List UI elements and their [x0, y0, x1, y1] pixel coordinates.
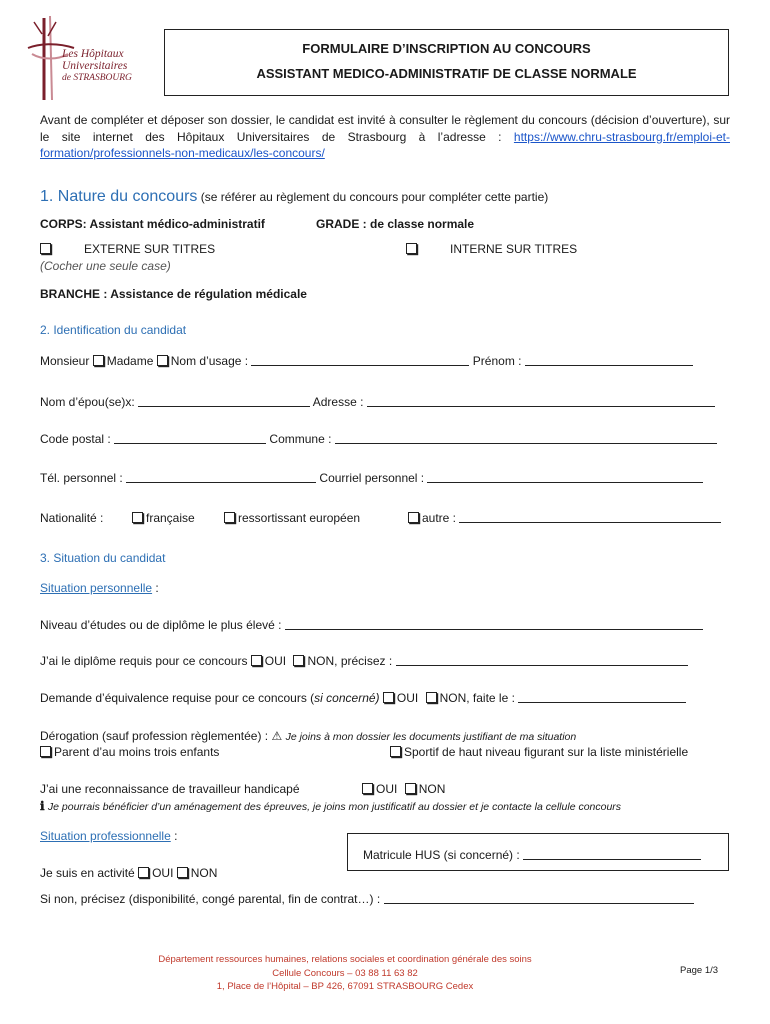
cocher-note: (Cocher une seule case): [40, 259, 171, 273]
section1-hint: (se référer au règlement du concours pour compléter cette partie): [197, 190, 549, 204]
autre-option: [408, 511, 721, 525]
externe-option[interactable]: [40, 242, 215, 256]
section3-title: 3. Situation du candidat: [40, 551, 166, 565]
interne-option[interactable]: [406, 242, 577, 256]
parent-checkbox[interactable]: [40, 746, 51, 757]
courriel-label: Courriel personnel :: [319, 471, 425, 485]
situation-pro-heading: [40, 829, 177, 843]
nom-usage-field[interactable]: [251, 354, 469, 366]
francaise-label: française: [146, 511, 195, 525]
activite-label: Je suis en activité: [40, 866, 135, 880]
activite-row: [40, 866, 217, 880]
diplome-non-label: NON, précisez :: [307, 654, 393, 668]
handicape-non-label: NON: [418, 782, 446, 796]
handicape-note: Je pourrais bénéficier d’un aménagement des épreuves, je joins mon justificatif au dossier et je contacte la cellule concours: [47, 801, 622, 813]
prenom-label: Prénom :: [472, 354, 522, 368]
ressortissant-option[interactable]: [224, 511, 360, 525]
section1-heading: [40, 188, 548, 206]
intro-paragraph: [40, 112, 730, 162]
logo-text: [62, 48, 132, 84]
activite-non-checkbox[interactable]: [177, 867, 188, 878]
handicape-label: J’ai une reconnaissance de travailleur handicapé: [40, 782, 300, 796]
code-postal-row: [40, 432, 717, 446]
nom-epoux-label: Nom d’épou(se)x:: [40, 395, 135, 409]
situation-pro-label: Situation professionnelle: [40, 829, 171, 843]
footer-line-3: 1, Place de l’Hôpital – BP 426, 67091 STRASBOURG Cedex: [216, 981, 474, 992]
footer-line-2: Cellule Concours – 03 88 11 63 82: [272, 967, 418, 979]
si-non-field[interactable]: [384, 892, 694, 904]
logo-line-1: Les Hôpitaux: [62, 48, 124, 60]
form-title-line-2: ASSISTANT MEDICO-ADMINISTRATIF DE CLASSE NORMALE: [256, 66, 637, 81]
matricule-box: [347, 833, 729, 871]
interne-checkbox[interactable]: [406, 243, 417, 254]
warning-icon: ⚠: [271, 729, 283, 743]
rules-link[interactable]: https://www.chru-strasbourg.fr/emploi-et-formation/professionnels-non-medicaux/les-concours/: [40, 129, 730, 160]
diplome-row: [40, 654, 688, 668]
matricule-label: Matricule HUS (si concerné) :: [363, 848, 520, 862]
niveau-label: Niveau d’études ou de diplôme le plus élevé :: [40, 618, 282, 632]
tel-field[interactable]: [126, 471, 316, 483]
equivalence-date-field[interactable]: [518, 691, 686, 703]
equivalence-oui-label: OUI: [396, 691, 419, 705]
form-title-line-1: FORMULAIRE D’INSCRIPTION AU CONCOURS: [302, 41, 591, 56]
situation-perso-heading: [40, 581, 159, 595]
nationalite-label: Nationalité :: [40, 511, 104, 525]
monsieur-label: Monsieur: [40, 354, 90, 368]
footer: [130, 953, 560, 994]
autre-checkbox[interactable]: [408, 512, 419, 523]
niveau-field[interactable]: [285, 618, 703, 630]
situation-perso-label: Situation personnelle: [40, 581, 153, 595]
autre-field[interactable]: [459, 511, 721, 523]
commune-field[interactable]: [335, 432, 717, 444]
nom-usage-label: Nom d’usage :: [170, 354, 249, 368]
externe-checkbox[interactable]: [40, 243, 51, 254]
autre-label: autre :: [422, 511, 457, 525]
parent-label: Parent d’au moins trois enfants: [54, 745, 220, 759]
activite-oui-checkbox[interactable]: [138, 867, 149, 878]
epoux-row: [40, 395, 715, 409]
commune-label: Commune :: [269, 432, 332, 446]
madame-label: Madame: [106, 354, 154, 368]
diplome-precisez-field[interactable]: [396, 654, 688, 666]
prenom-field[interactable]: [525, 354, 693, 366]
francaise-option[interactable]: [132, 511, 195, 525]
diplome-non-checkbox[interactable]: [293, 655, 304, 666]
form-title-box: [164, 29, 729, 96]
section1-title: 1. Nature du concours: [40, 188, 198, 205]
handicape-oui-checkbox[interactable]: [362, 783, 373, 794]
info-icon: ℹ: [40, 799, 45, 813]
situation-pro-colon: :: [170, 829, 178, 843]
diplome-oui-checkbox[interactable]: [251, 655, 262, 666]
logo-line-3: de STRASBOURG: [62, 73, 132, 83]
page-number: Page 1/3: [680, 965, 719, 976]
si-non-label: Si non, précisez (disponibilité, congé parental, fin de contrat…) :: [40, 892, 381, 906]
branche-label: BRANCHE : Assistance de régulation médicale: [40, 287, 307, 301]
handicape-non-checkbox[interactable]: [405, 783, 416, 794]
adresse-label: Adresse :: [312, 395, 364, 409]
adresse-field[interactable]: [367, 395, 715, 407]
activite-oui-label: OUI: [152, 866, 174, 880]
civility-row: [40, 354, 693, 368]
equivalence-non-label: NON, faite le :: [439, 691, 515, 705]
derogation-note: Je joins à mon dossier les documents justifiant de ma situation: [285, 731, 577, 743]
equivalence-si-concerne: si concerné): [314, 691, 380, 705]
matricule-row: [363, 848, 701, 862]
niveau-row: [40, 618, 703, 632]
corps-label: CORPS: Assistant médico-administratif: [40, 217, 265, 231]
externe-label: EXTERNE SUR TITRES: [84, 242, 216, 256]
handicape-options: [362, 782, 445, 796]
sportif-checkbox[interactable]: [390, 746, 401, 757]
logo-line-2: Universitaires: [62, 60, 128, 72]
ressortissant-label: ressortissant européen: [238, 511, 361, 525]
interne-label: INTERNE SUR TITRES: [450, 242, 578, 256]
situation-perso-colon: :: [152, 581, 159, 595]
ressortissant-checkbox[interactable]: [224, 512, 235, 523]
code-postal-field[interactable]: [114, 432, 266, 444]
footer-line-1: Département ressources humaines, relations sociales et coordination générale des soins: [158, 954, 532, 965]
equivalence-row: [40, 691, 686, 705]
nom-epoux-field[interactable]: [138, 395, 310, 407]
parent-option[interactable]: [40, 745, 219, 759]
francaise-checkbox[interactable]: [132, 512, 143, 523]
sportif-label: Sportif de haut niveau figurant sur la liste ministérielle: [404, 745, 689, 759]
matricule-field[interactable]: [523, 848, 701, 860]
si-non-row: [40, 892, 694, 906]
sportif-option[interactable]: [390, 745, 688, 759]
contact-row: [40, 471, 703, 485]
diplome-label: J’ai le diplôme requis pour ce concours: [40, 654, 248, 668]
derogation-row: [40, 729, 576, 743]
handicape-oui-label: OUI: [376, 782, 398, 796]
madame-checkbox[interactable]: [157, 355, 168, 366]
section2-title: 2. Identification du candidat: [40, 323, 187, 337]
code-postal-label: Code postal :: [40, 432, 111, 446]
equivalence-non-checkbox[interactable]: [426, 692, 437, 703]
handicape-note-row: [40, 799, 621, 813]
grade-label: GRADE : de classe normale: [316, 217, 475, 231]
courriel-field[interactable]: [427, 471, 703, 483]
equivalence-oui-checkbox[interactable]: [383, 692, 394, 703]
derogation-label: Dérogation (sauf profession règlementée) :: [40, 729, 272, 743]
monsieur-checkbox[interactable]: [93, 355, 104, 366]
activite-non-label: NON: [190, 866, 218, 880]
tel-label: Tél. personnel :: [40, 471, 123, 485]
equivalence-label: Demande d’équivalence requise pour ce concours (: [40, 691, 315, 705]
diplome-oui-label: OUI: [264, 654, 287, 668]
intro-text: Avant de compléter et déposer son dossier, le candidat est invité à consulter le règlement du concours (décision d’ouverture), sur le site internet des Hôpitaux Universitaires de Strasbourg à l’adresse :: [40, 113, 730, 144]
